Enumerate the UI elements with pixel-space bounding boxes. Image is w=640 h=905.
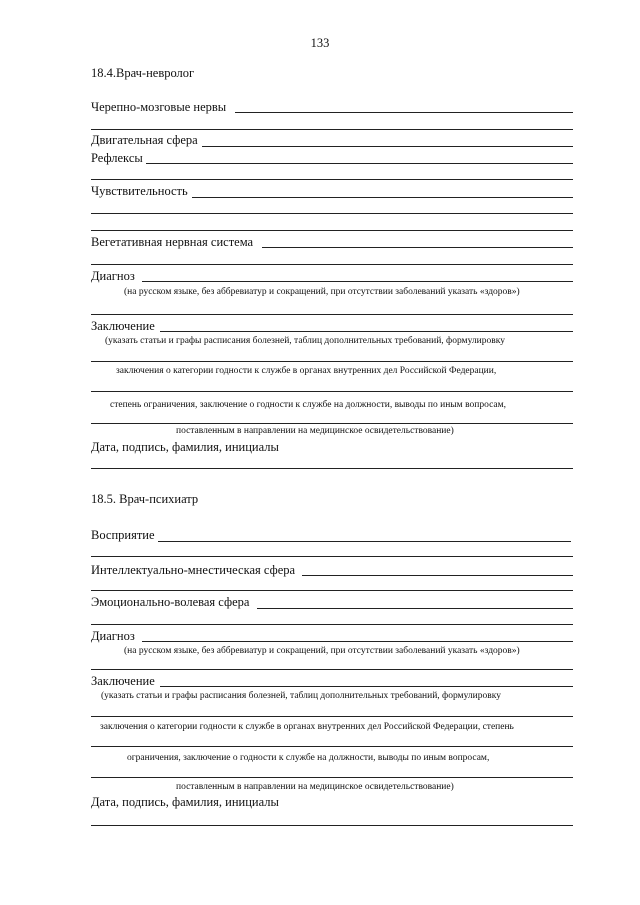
field-line-intellect-2[interactable] — [91, 590, 573, 591]
conclusion-hint-4: поставленным в направлении на медицинское освидетельствование) — [176, 426, 454, 436]
conclusion-hint-1: (указать статьи и графы расписания болезней, таблиц дополнительных требований, формулировку — [101, 691, 501, 701]
field-line-cranial-nerves-2[interactable] — [91, 129, 573, 130]
field-line-conclusion-3[interactable] — [91, 391, 573, 392]
field-label-conclusion: Заключение — [91, 674, 155, 688]
diagnosis-hint: (на русском языке, без аббревиатур и сокращений, при отсутствии заболеваний указать «здоров») — [124, 287, 520, 297]
field-line-conclusion[interactable] — [160, 331, 573, 332]
field-line-diagnosis-2[interactable] — [91, 669, 573, 670]
field-line-conclusion-2[interactable] — [91, 361, 573, 362]
section-heading-neurologist: 18.4.Врач-невролог — [91, 66, 195, 80]
field-line-conclusion[interactable] — [160, 686, 573, 687]
field-label-cranial-nerves: Черепно-мозговые нервы — [91, 100, 227, 114]
conclusion-hint-1: (указать статьи и графы расписания болезней, таблиц дополнительных требований, формулировку — [105, 336, 505, 346]
section-heading-psychiatrist: 18.5. Врач-психиатр — [91, 492, 199, 506]
conclusion-hint-4: поставленным в направлении на медицинское освидетельствование) — [176, 782, 454, 792]
field-label-diagnosis: Диагноз — [91, 269, 135, 283]
field-line-signature[interactable] — [91, 825, 573, 826]
field-line-conclusion-2[interactable] — [91, 716, 573, 717]
field-label-reflexes: Рефлексы — [91, 151, 143, 165]
page-number: 133 — [310, 36, 330, 50]
field-label-intellect: Интеллектуально-мнестическая сфера — [91, 563, 296, 577]
field-line-signature[interactable] — [91, 468, 573, 469]
field-label-conclusion: Заключение — [91, 319, 155, 333]
field-line-reflexes-2[interactable] — [91, 179, 573, 180]
field-label-emotional: Эмоционально-волевая сфера — [91, 595, 250, 609]
field-line-sensitivity[interactable] — [192, 197, 573, 198]
field-line-diagnosis[interactable] — [142, 281, 573, 282]
field-label-sensitivity: Чувствительность — [91, 184, 188, 198]
field-line-autonomic[interactable] — [262, 247, 573, 248]
field-label-motor-sphere: Двигательная сфера — [91, 133, 198, 147]
field-line-sensitivity-2[interactable] — [91, 213, 573, 214]
field-line-intellect[interactable] — [302, 575, 573, 576]
field-label-signature: Дата, подпись, фамилия, инициалы — [91, 440, 279, 454]
diagnosis-hint: (на русском языке, без аббревиатур и сокращений, при отсутствии заболеваний указать «здоров») — [124, 646, 520, 656]
field-label-autonomic: Вегетативная нервная система — [91, 235, 254, 249]
field-line-diagnosis-2[interactable] — [91, 314, 573, 315]
field-line-conclusion-4[interactable] — [91, 423, 573, 424]
field-line-emotional-2[interactable] — [91, 624, 573, 625]
field-label-perception: Восприятие — [91, 528, 155, 542]
field-line-emotional[interactable] — [257, 608, 573, 609]
field-line-autonomic-2[interactable] — [91, 264, 573, 265]
field-label-signature: Дата, подпись, фамилия, инициалы — [91, 795, 279, 809]
field-line-cranial-nerves[interactable] — [235, 112, 573, 113]
conclusion-hint-3: степень ограничения, заключение о годности к службе на должности, выводы по иным вопросам, — [110, 400, 506, 410]
conclusion-hint-3: ограничения, заключение о годности к службе на должности, выводы по иным вопросам, — [127, 753, 490, 763]
conclusion-hint-2: заключения о категории годности к службе в органах внутренних дел Российской Федерации, — [116, 366, 497, 376]
field-line-conclusion-3[interactable] — [91, 746, 573, 747]
field-label-diagnosis: Диагноз — [91, 629, 135, 643]
field-line-motor-sphere[interactable] — [202, 146, 573, 147]
field-line-perception[interactable] — [158, 541, 571, 542]
conclusion-hint-2: заключения о категории годности к службе в органах внутренних дел Российской Федерации, степень — [100, 722, 514, 732]
field-line-conclusion-4[interactable] — [91, 777, 573, 778]
field-line-reflexes[interactable] — [146, 163, 573, 164]
field-line-diagnosis[interactable] — [142, 641, 573, 642]
field-line-perception-2[interactable] — [91, 556, 573, 557]
field-line-sensitivity-3[interactable] — [91, 230, 573, 231]
